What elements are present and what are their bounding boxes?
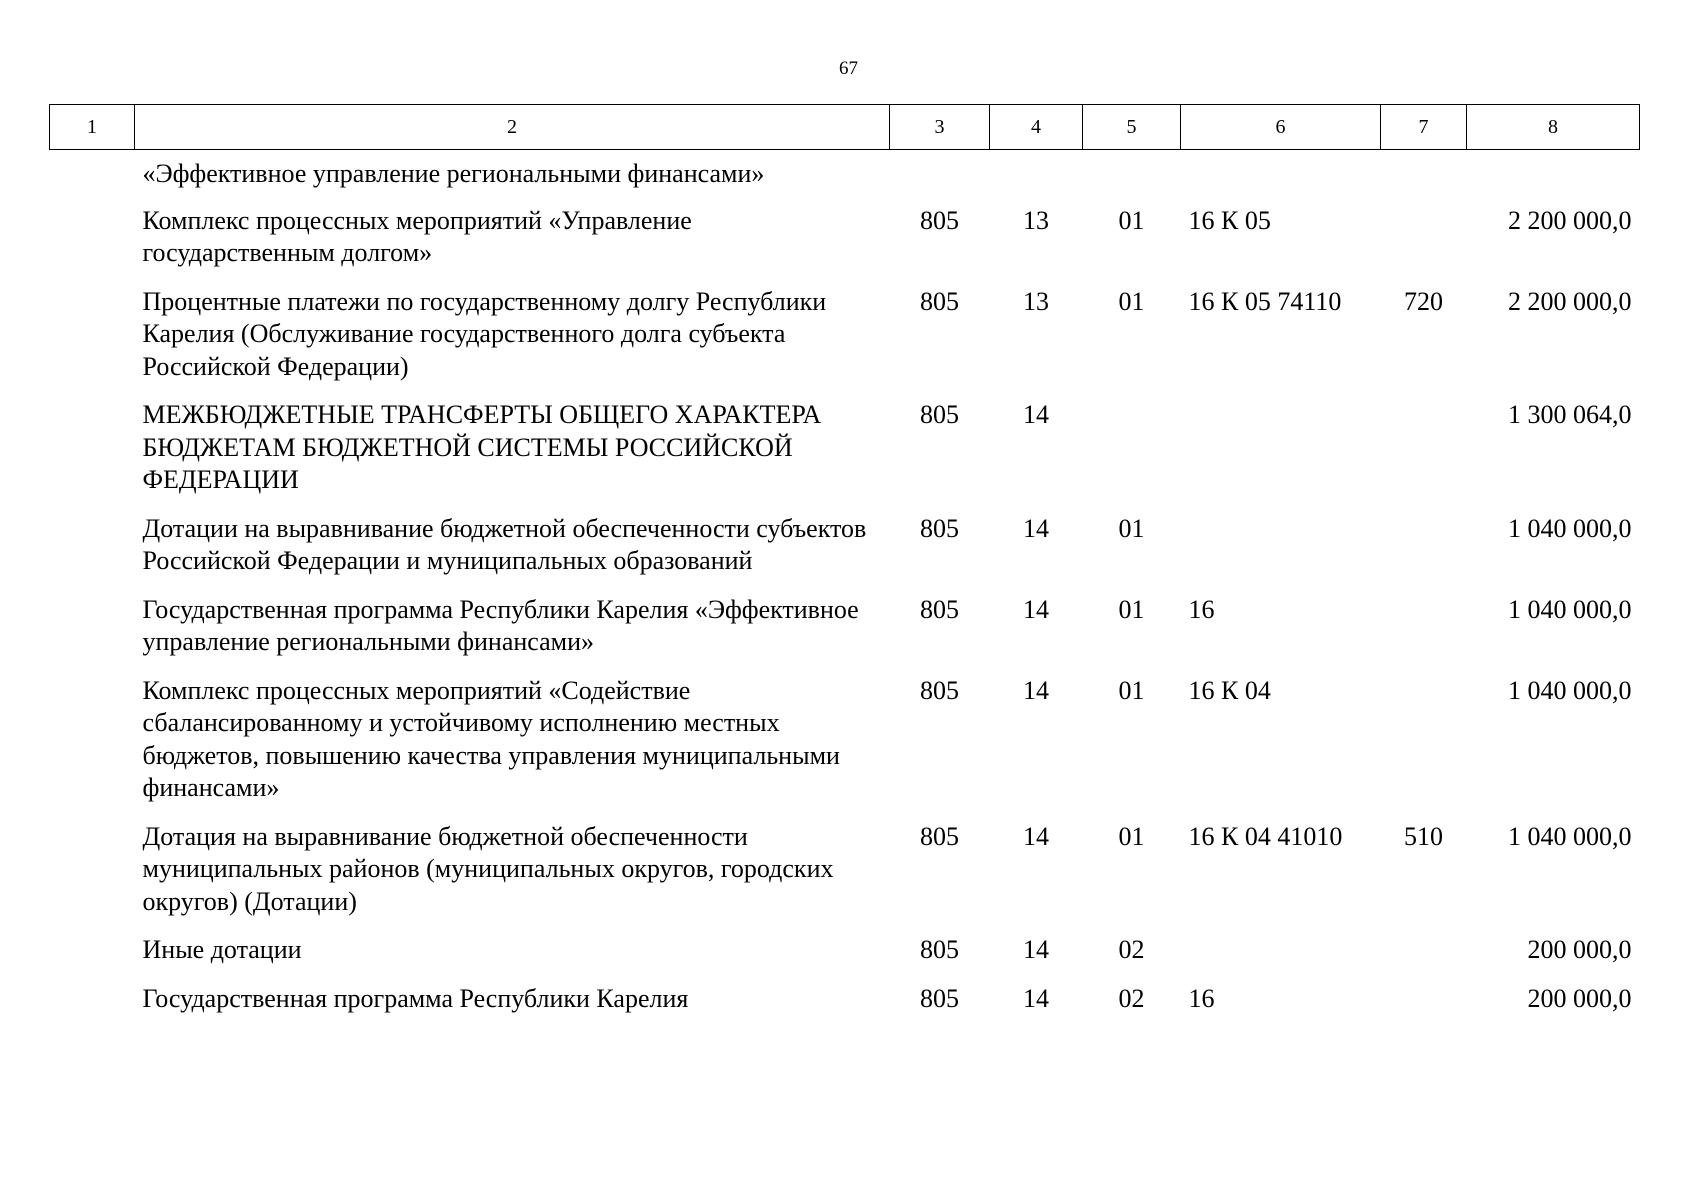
column-header: 7	[1381, 105, 1467, 150]
row-target-article	[1181, 934, 1381, 983]
column-header: 1	[50, 105, 135, 150]
row-ved	[890, 150, 990, 205]
row-amount: 1 040 000,0	[1508, 675, 1632, 705]
row-subsection: 02	[1118, 935, 1145, 964]
row-subsection	[1083, 399, 1181, 513]
row-name: «Эффективное управление региональными финансами»	[142, 159, 765, 188]
row-amount: 1 040 000,0	[1508, 513, 1632, 543]
table-row	[50, 594, 1640, 675]
row-amount: 200 000,0	[1527, 983, 1632, 1013]
row-expense-type: 720	[1404, 286, 1443, 316]
row-subsection: 01	[1118, 594, 1145, 624]
row-ved: 805	[920, 205, 959, 235]
row-ved: 805	[920, 286, 959, 316]
row-amount: 200 000,0	[1527, 935, 1632, 964]
row-amount: 2 200 000,0	[1508, 286, 1632, 316]
row-subsection: 01	[1118, 821, 1145, 851]
table-row	[50, 821, 1640, 935]
row-subsection: 01	[1118, 513, 1145, 543]
row-target-article	[1181, 513, 1381, 594]
row-subsection: 01	[1118, 205, 1145, 235]
row-expense-type	[1381, 513, 1467, 594]
budget-table	[49, 104, 1640, 1031]
column-header: 6	[1181, 105, 1381, 150]
row-target-article	[1181, 399, 1381, 513]
table-row	[50, 513, 1640, 594]
row-expense-type	[1381, 205, 1467, 286]
row-expense-type	[1381, 399, 1467, 513]
row-name: Процентные платежи по государственному долгу Республики Карелия (Обслуживание государственного долга субъекта Российской Федерации)	[142, 286, 827, 381]
row-amount: 1 040 000,0	[1508, 821, 1632, 851]
column-header: 2	[135, 105, 890, 150]
column-header: 5	[1083, 105, 1181, 150]
row-section: 14	[1023, 400, 1049, 429]
row-target-article: 16 К 04 41010	[1188, 821, 1343, 851]
row-section: 14	[1023, 821, 1049, 851]
table-body	[50, 150, 1640, 1032]
row-ved: 805	[920, 594, 959, 624]
row-section	[990, 150, 1083, 205]
table-row	[50, 286, 1640, 400]
row-target-article: 16 К 05 74110	[1188, 286, 1342, 316]
row-expense-type	[1381, 675, 1467, 821]
table-row	[50, 205, 1640, 286]
row-ved: 805	[920, 821, 959, 851]
table-row	[50, 399, 1640, 513]
row-subsection: 01	[1118, 675, 1145, 705]
row-name: Дотации на выравнивание бюджетной обеспеченности субъектов Российской Федерации и муниципальных образований	[142, 513, 867, 575]
row-target-article: 16 К 05	[1188, 205, 1271, 235]
table-row	[50, 934, 1640, 983]
row-name: Государственная программа Республики Карелия «Эффективное управление региональными финансами»	[142, 594, 859, 656]
row-section: 13	[1023, 205, 1049, 235]
row-ved: 805	[920, 983, 959, 1013]
row-target-article	[1181, 150, 1381, 205]
row-name: Комплекс процессных мероприятий «Управление государственным долгом»	[142, 205, 692, 267]
row-expense-type	[1381, 983, 1467, 1032]
row-subsection	[1083, 150, 1181, 205]
row-subsection: 01	[1118, 286, 1145, 316]
row-section: 14	[1023, 513, 1049, 543]
row-amount: 2 200 000,0	[1508, 205, 1632, 235]
row-target-article: 16	[1188, 983, 1215, 1013]
column-header: 8	[1467, 105, 1640, 150]
column-header: 3	[890, 105, 990, 150]
row-name: Иные дотации	[142, 935, 302, 964]
row-section: 13	[1023, 286, 1049, 316]
header-row	[50, 105, 1640, 150]
column-header: 4	[990, 105, 1083, 150]
row-name: МЕЖБЮДЖЕТНЫЕ ТРАНСФЕРТЫ ОБЩЕГО ХАРАКТЕРА БЮДЖЕТАМ БЮДЖЕТНОЙ СИСТЕМЫ РОССИЙСКОЙ ФЕДЕРАЦИИ	[142, 400, 822, 494]
row-name: Комплекс процессных мероприятий «Содействие сбалансированному и устойчивому исполнению местных бюджетов, повышению качества управления муниципальными финансами»	[142, 675, 840, 802]
table-row	[50, 983, 1640, 1032]
row-target-article: 16	[1188, 594, 1215, 624]
row-ved: 805	[920, 935, 959, 964]
row-amount	[1467, 150, 1640, 205]
table-header	[50, 105, 1640, 150]
row-section: 14	[1023, 935, 1049, 964]
row-expense-type: 510	[1404, 821, 1443, 851]
row-amount: 1 300 064,0	[1508, 400, 1632, 429]
table-row	[50, 150, 1640, 205]
row-name: Государственная программа Республики Карелия	[142, 983, 689, 1013]
page-number: 67	[839, 58, 858, 79]
row-amount: 1 040 000,0	[1508, 594, 1632, 624]
row-target-article: 16 К 04	[1188, 675, 1271, 705]
row-section: 14	[1023, 594, 1049, 624]
row-ved: 805	[920, 675, 959, 705]
row-expense-type	[1381, 934, 1467, 983]
row-expense-type	[1381, 150, 1467, 205]
row-expense-type	[1381, 594, 1467, 675]
row-name: Дотация на выравнивание бюджетной обеспеченности муниципальных районов (муниципальных округов, городских округов) (Дотации)	[142, 821, 834, 916]
row-ved: 805	[920, 400, 959, 429]
row-subsection: 02	[1118, 983, 1145, 1013]
row-ved: 805	[920, 513, 959, 543]
table-row	[50, 675, 1640, 821]
row-section: 14	[1023, 675, 1049, 705]
row-section: 14	[1023, 983, 1049, 1013]
